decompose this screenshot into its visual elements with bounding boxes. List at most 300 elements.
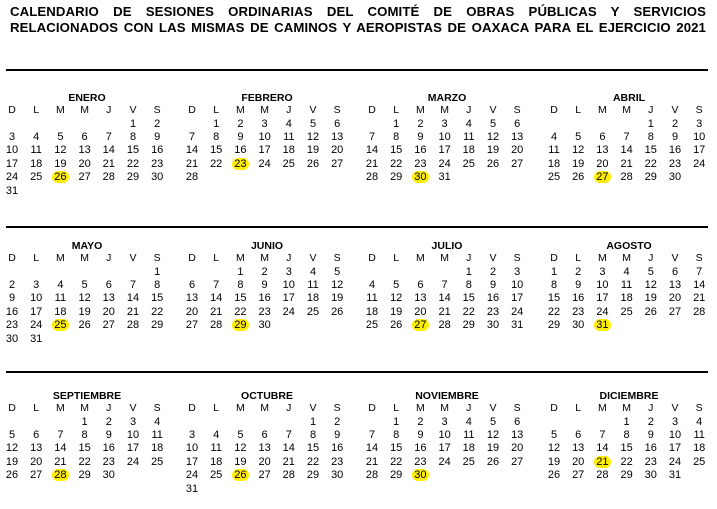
day-cell: 18: [365, 305, 379, 318]
day-cell: 10: [693, 130, 706, 143]
day-cell: 21: [438, 305, 451, 318]
weekday-label: M: [236, 252, 245, 264]
day-cell: 2: [154, 117, 161, 130]
month-name: MAYO: [71, 240, 103, 252]
day-cell: 5: [334, 265, 341, 278]
day-cell: 8: [154, 278, 161, 291]
day-cell: 12: [5, 442, 19, 455]
day-cell: 6: [514, 415, 521, 428]
session-day: 25: [54, 319, 67, 332]
day-cell: 13: [78, 144, 91, 157]
day-cell: 23: [331, 455, 344, 468]
day-cell: 20: [102, 305, 115, 318]
day-cell: 14: [365, 144, 379, 157]
day-cell: 27: [331, 157, 344, 170]
day-cell: 21: [365, 455, 379, 468]
day-cell: 16: [486, 292, 500, 305]
day-cell: 22: [620, 455, 633, 468]
day-cell: 2: [105, 415, 112, 428]
day-cell: 10: [596, 278, 609, 291]
day-cell: 31: [185, 482, 199, 495]
day-cell: 18: [693, 442, 706, 455]
day-cell: 25: [30, 171, 43, 184]
day-cell: 2: [334, 415, 341, 428]
day-cell: 1: [393, 117, 400, 130]
day-cell: 9: [417, 428, 424, 441]
day-cell: 11: [283, 130, 295, 143]
day-cell: 29: [126, 171, 140, 184]
day-cell: 18: [151, 442, 164, 455]
weekday-label: M: [622, 402, 631, 414]
weekday-label: M: [56, 252, 65, 264]
day-cell: 26: [331, 305, 344, 318]
day-cell: 5: [575, 130, 582, 143]
day-cell: 20: [258, 455, 271, 468]
day-cell: 17: [596, 292, 609, 305]
day-cell: 5: [393, 278, 400, 291]
day-cell: 1: [309, 415, 317, 428]
day-cell: 4: [465, 117, 472, 130]
day-cell: 26: [572, 171, 585, 184]
day-cell: 10: [126, 428, 140, 441]
day-cell: 10: [438, 130, 451, 143]
weekday-label: J: [648, 402, 654, 414]
day-cell: 8: [623, 428, 630, 441]
day-cell: 25: [547, 171, 561, 184]
day-cell: 1: [550, 265, 558, 278]
weekday-label: M: [440, 402, 449, 414]
day-cell: 30: [102, 469, 115, 482]
weekday-label: V: [489, 402, 497, 414]
day-cell: 15: [151, 292, 164, 305]
day-cell: 6: [334, 117, 341, 130]
weekday-label: M: [622, 252, 631, 264]
weekday-label: V: [671, 402, 679, 414]
weekday-label: M: [56, 104, 65, 116]
weekday-label: S: [333, 402, 341, 414]
day-cell: 3: [671, 415, 679, 428]
day-cell: 7: [696, 265, 703, 278]
session-day: 31: [596, 319, 609, 332]
day-cell: 14: [693, 278, 706, 291]
day-cell: 19: [5, 455, 19, 468]
day-cell: 25: [693, 455, 706, 468]
day-cell: 3: [514, 265, 521, 278]
day-cell: 6: [417, 278, 424, 291]
day-cell: 3: [8, 130, 16, 143]
day-cell: 14: [54, 442, 67, 455]
month-name: ABRIL: [612, 92, 646, 104]
day-cell: 12: [644, 278, 657, 291]
day-cell: 27: [185, 319, 199, 332]
day-cell: 29: [462, 319, 475, 332]
weekday-label: V: [309, 104, 317, 116]
session-day: 27: [414, 319, 427, 332]
day-cell: 9: [417, 130, 424, 143]
day-cell: 11: [463, 428, 475, 441]
day-cell: 4: [309, 265, 317, 278]
day-cell: 21: [365, 157, 379, 170]
weekday-label: L: [33, 104, 40, 116]
day-cell: 21: [126, 305, 140, 318]
day-cell: 8: [647, 130, 654, 143]
day-cell: 17: [282, 292, 295, 305]
day-cell: 19: [486, 442, 500, 455]
day-cell: 30: [331, 469, 344, 482]
weekday-label: L: [393, 402, 400, 414]
day-cell: 23: [572, 305, 585, 318]
day-cell: 20: [185, 305, 199, 318]
day-cell: 2: [489, 265, 497, 278]
day-cell: 14: [620, 144, 633, 157]
day-cell: 30: [644, 469, 657, 482]
day-cell: 1: [465, 265, 472, 278]
day-cell: 19: [234, 455, 247, 468]
weekday-label: V: [309, 252, 317, 264]
day-cell: 16: [5, 305, 19, 318]
day-cell: 18: [54, 305, 67, 318]
day-cell: 25: [365, 319, 379, 332]
day-cell: 5: [237, 428, 244, 441]
weekday-label: D: [550, 252, 558, 264]
session-day: 26: [54, 171, 67, 184]
weekday-label: M: [236, 104, 245, 116]
weekday-label: L: [33, 402, 40, 414]
day-cell: 1: [129, 117, 137, 130]
weekday-label: J: [106, 402, 112, 414]
weekday-label: D: [368, 402, 376, 414]
day-cell: 28: [210, 319, 223, 332]
weekday-label: S: [513, 252, 521, 264]
weekday-label: M: [440, 104, 449, 116]
day-cell: 12: [547, 442, 561, 455]
day-cell: 13: [414, 292, 427, 305]
title-line-2: RELACIONADOS CON LAS MISMAS DE CAMINOS Y AEROPISTAS DE OAXACA PARA EL EJERCICIO 2021: [10, 20, 706, 35]
month-name: FEBRERO: [241, 92, 293, 104]
day-cell: 24: [511, 305, 524, 318]
day-cell: 13: [258, 442, 271, 455]
day-cell: 11: [210, 442, 222, 455]
day-cell: 28: [438, 319, 451, 332]
day-cell: 11: [30, 144, 42, 157]
day-cell: 8: [213, 130, 220, 143]
day-cell: 16: [331, 442, 344, 455]
day-cell: 7: [213, 278, 220, 291]
day-cell: 30: [5, 332, 19, 345]
day-cell: 15: [620, 442, 633, 455]
day-cell: 9: [575, 278, 582, 291]
title-line-1: CALENDARIO DE SESIONES ORDINARIAS DEL COMITÉ DE OBRAS PÚBLICAS Y SERVICIOS: [10, 4, 706, 19]
day-cell: 31: [5, 184, 19, 197]
month-name: ENERO: [68, 92, 106, 104]
day-cell: 6: [671, 265, 679, 278]
day-cell: 13: [511, 428, 524, 441]
day-cell: 6: [261, 428, 268, 441]
weekday-label: L: [213, 402, 220, 414]
day-cell: 28: [365, 469, 379, 482]
day-cell: 8: [81, 428, 88, 441]
day-cell: 20: [78, 157, 91, 170]
day-cell: 5: [550, 428, 558, 441]
day-cell: 17: [258, 144, 271, 157]
day-cell: 12: [234, 442, 247, 455]
day-cell: 12: [306, 130, 320, 143]
day-cell: 30: [572, 319, 585, 332]
day-cell: 27: [102, 319, 115, 332]
weekday-label: M: [416, 252, 425, 264]
day-cell: 9: [647, 428, 654, 441]
day-cell: 9: [261, 278, 268, 291]
weekday-label: V: [129, 402, 137, 414]
day-cell: 4: [57, 278, 64, 291]
day-cell: 6: [514, 117, 521, 130]
day-cell: 23: [151, 157, 164, 170]
day-cell: 19: [486, 144, 500, 157]
weekday-label: V: [129, 252, 137, 264]
day-cell: 16: [572, 292, 585, 305]
day-cell: 21: [693, 292, 706, 305]
day-cell: 31: [30, 332, 43, 345]
day-cell: 16: [644, 442, 657, 455]
day-cell: 28: [365, 171, 379, 184]
session-day: 26: [234, 469, 247, 482]
day-cell: 17: [511, 292, 524, 305]
day-cell: 19: [390, 305, 403, 318]
day-cell: 5: [81, 278, 88, 291]
day-cell: 22: [306, 455, 320, 468]
day-cell: 5: [489, 415, 497, 428]
weekday-label: J: [286, 402, 292, 414]
weekday-label: M: [622, 104, 631, 116]
day-cell: 29: [547, 319, 561, 332]
day-cell: 15: [210, 144, 223, 157]
month-name: JULIO: [431, 240, 463, 252]
day-cell: 11: [54, 292, 67, 305]
day-cell: 28: [693, 305, 706, 318]
weekday-label: M: [598, 104, 607, 116]
day-cell: 26: [644, 305, 657, 318]
day-cell: 20: [596, 157, 609, 170]
day-cell: 6: [81, 130, 88, 143]
day-cell: 23: [102, 455, 115, 468]
day-cell: 20: [331, 144, 344, 157]
day-cell: 26: [390, 319, 403, 332]
day-cell: 4: [285, 117, 292, 130]
day-cell: 21: [185, 157, 199, 170]
day-cell: 29: [620, 469, 633, 482]
day-cell: 24: [282, 305, 295, 318]
weekday-label: D: [550, 104, 558, 116]
day-cell: 15: [462, 292, 475, 305]
day-cell: 29: [390, 469, 403, 482]
day-cell: 12: [54, 144, 67, 157]
day-cell: 25: [210, 469, 223, 482]
day-cell: 15: [78, 442, 91, 455]
day-cell: 9: [334, 428, 341, 441]
day-cell: 19: [644, 292, 657, 305]
divider-middle: [6, 226, 708, 228]
weekday-label: D: [188, 402, 196, 414]
day-cell: 15: [390, 442, 403, 455]
session-day: 29: [234, 319, 247, 332]
day-cell: 27: [668, 305, 682, 318]
day-cell: 13: [331, 130, 344, 143]
day-cell: 23: [258, 305, 271, 318]
day-cell: 30: [668, 171, 682, 184]
weekday-label: L: [575, 104, 582, 116]
day-cell: 3: [261, 117, 268, 130]
weekday-label: V: [671, 104, 679, 116]
day-cell: 6: [575, 428, 582, 441]
weekday-label: M: [56, 402, 65, 414]
day-cell: 31: [668, 469, 682, 482]
day-cell: 7: [57, 428, 64, 441]
day-cell: 8: [309, 428, 317, 441]
weekday-label: M: [416, 402, 425, 414]
day-cell: 10: [282, 278, 295, 291]
day-cell: 14: [365, 442, 379, 455]
day-cell: 20: [511, 442, 524, 455]
weekday-label: S: [153, 252, 161, 264]
day-cell: 25: [620, 305, 633, 318]
day-cell: 13: [185, 292, 199, 305]
day-cell: 11: [463, 130, 475, 143]
day-cell: 1: [237, 265, 244, 278]
weekday-label: V: [129, 104, 137, 116]
day-cell: 4: [33, 130, 40, 143]
day-cell: 9: [154, 130, 161, 143]
day-cell: 15: [547, 292, 561, 305]
weekday-label: M: [80, 402, 89, 414]
day-cell: 17: [185, 455, 199, 468]
weekday-label: D: [368, 104, 376, 116]
day-cell: 10: [438, 428, 451, 441]
day-cell: 24: [438, 157, 451, 170]
day-cell: 5: [647, 265, 654, 278]
day-cell: 6: [599, 130, 606, 143]
day-cell: 15: [306, 442, 320, 455]
day-cell: 23: [644, 455, 657, 468]
day-cell: 28: [126, 319, 140, 332]
day-cell: 18: [462, 144, 475, 157]
month-name: SEPTIEMBRE: [52, 390, 122, 402]
weekday-label: D: [188, 104, 196, 116]
session-day: 27: [596, 171, 609, 184]
weekday-label: D: [8, 402, 16, 414]
day-cell: 16: [668, 144, 682, 157]
day-cell: 22: [644, 157, 657, 170]
day-cell: 2: [417, 117, 424, 130]
day-cell: 13: [511, 130, 524, 143]
session-day: 30: [414, 171, 427, 184]
day-cell: 23: [668, 157, 682, 170]
day-cell: 1: [623, 415, 630, 428]
day-cell: 26: [547, 469, 561, 482]
day-cell: 1: [154, 265, 161, 278]
month-name: DICIEMBRE: [599, 390, 659, 402]
day-cell: 26: [306, 157, 320, 170]
day-cell: 4: [623, 265, 630, 278]
weekday-label: M: [260, 402, 269, 414]
day-cell: 27: [572, 469, 585, 482]
day-cell: 8: [550, 278, 558, 291]
day-cell: 30: [258, 319, 271, 332]
weekday-label: V: [671, 252, 679, 264]
day-cell: 14: [596, 442, 609, 455]
day-cell: 5: [57, 130, 64, 143]
day-cell: 15: [390, 144, 403, 157]
weekday-label: V: [309, 402, 317, 414]
day-cell: 18: [30, 157, 43, 170]
day-cell: 22: [234, 305, 247, 318]
weekday-label: J: [466, 252, 472, 264]
day-cell: 24: [126, 455, 140, 468]
weekday-label: S: [695, 402, 703, 414]
day-cell: 30: [486, 319, 500, 332]
day-cell: 19: [547, 455, 561, 468]
session-day: 23: [234, 157, 247, 170]
day-cell: 8: [393, 130, 400, 143]
day-cell: 17: [438, 442, 451, 455]
day-cell: 16: [102, 442, 115, 455]
day-cell: 18: [210, 455, 223, 468]
day-cell: 17: [438, 144, 451, 157]
day-cell: 27: [30, 469, 43, 482]
day-cell: 1: [81, 415, 88, 428]
day-cell: 24: [185, 469, 199, 482]
day-cell: 18: [282, 144, 295, 157]
day-cell: 7: [368, 428, 376, 441]
divider-bottom: [6, 371, 708, 373]
day-cell: 22: [390, 455, 403, 468]
weekday-label: S: [695, 252, 703, 264]
day-cell: 18: [547, 157, 561, 170]
weekday-label: L: [575, 252, 582, 264]
month-name: NOVIEMBRE: [415, 390, 479, 402]
day-cell: 8: [393, 428, 400, 441]
day-cell: 4: [368, 278, 376, 291]
weekday-label: M: [598, 402, 607, 414]
day-cell: 14: [185, 144, 199, 157]
weekday-label: J: [648, 104, 654, 116]
day-cell: 11: [307, 278, 319, 291]
day-cell: 3: [285, 265, 292, 278]
day-cell: 22: [390, 157, 403, 170]
day-cell: 13: [596, 144, 609, 157]
day-cell: 5: [309, 117, 317, 130]
day-cell: 11: [366, 292, 378, 305]
day-cell: 10: [668, 428, 682, 441]
day-cell: 16: [258, 292, 271, 305]
day-cell: 24: [438, 455, 451, 468]
weekday-label: M: [260, 104, 269, 116]
day-cell: 7: [623, 130, 630, 143]
document-title: [10, 4, 706, 36]
day-cell: 27: [511, 157, 524, 170]
day-cell: 21: [620, 157, 633, 170]
day-cell: 27: [511, 455, 524, 468]
day-cell: 9: [671, 130, 679, 143]
day-cell: 4: [550, 130, 558, 143]
day-cell: 23: [414, 157, 427, 170]
day-cell: 2: [647, 415, 654, 428]
day-cell: 8: [465, 278, 472, 291]
day-cell: 12: [572, 144, 585, 157]
day-cell: 3: [188, 428, 196, 441]
day-cell: 2: [417, 415, 424, 428]
day-cell: 3: [696, 117, 703, 130]
day-cell: 15: [644, 144, 657, 157]
